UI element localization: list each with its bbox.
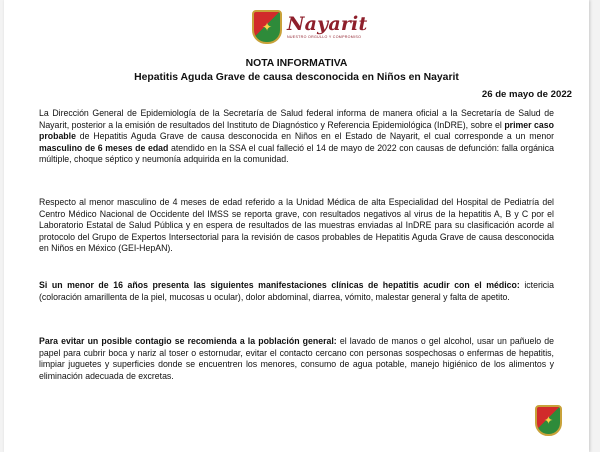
document-date: 26 de mayo de 2022 [481, 89, 572, 100]
p1-text-e: atendido en la SSA el cual falleció el 14 de mayo de 2022 con causas de defunción: falla orgánica múltiple, choque séptico y neumonía adquirida en la comunidad. [39, 142, 554, 165]
paragraph-second-case: Respecto al menor masculino de 4 meses de edad referido a la Unidad Médica de alta Especialidad del Hospital de Pediatría del Centro Médico Nacional de Occidente del IMSS se reporta grave, con resultados negativos al virus de la hepatitis A, B y C por el Laboratorio Estatal de Salud Pública y en espera de resultados de las muestras enviadas al InDRE para su clasificación acorde al protocolo del Grupo de Expertos Intersectorial para la revisión de casos probables de Hepatitis Aguda Grave de causa desconocida en Niños en México (GEI-HepAN). [39, 197, 554, 254]
p1-bold-probable: primer caso probable [39, 119, 554, 142]
header-logo [252, 10, 367, 44]
p4-text: el lavado de manos o gel alcohol, usar un pañuelo de papel para cubrir boca y nariz al toser o estornudar, evitar el contacto cercano con personas sospechosas o enfermas de hepatitis, limpiar juguetes y superficies donde se encuentren los menores, consumo de agua potable, manejo higiénico de los alimentos y eliminación adecuada de excretas. [39, 336, 555, 381]
shield-coat-of-arms-icon: ✦ [252, 10, 282, 44]
brand-name: Nayarit [287, 12, 368, 35]
paragraph-prevention [39, 336, 554, 382]
p4-bold: Para evitar un posible contagio se recomienda a la población general: [39, 336, 337, 346]
document-subtitle: Hepatitis Aguda Grave de causa desconocida en Niños en Nayarit [134, 72, 459, 83]
document-title: NOTA INFORMATIVA [245, 58, 348, 69]
p1-text-c: de Hepatitis Aguda Grave de causa desconocida en Niños en el Estado de Nayarit, el cual corresponde a un menor [75, 131, 554, 142]
document-page [4, 0, 589, 452]
brand [287, 12, 368, 40]
p3-text: ictericia (coloración amarillenta de la piel, mucosas u ocular), dolor abdominal, diarrea, vómito, malestar general y falta de apetito. [39, 280, 554, 302]
p1-bold-age: masculino de 6 meses de edad [39, 142, 169, 153]
brand-tagline: NUESTRO ORGULLO Y COMPROMISO [287, 34, 362, 39]
p3-bold: Si un menor de 16 años presenta las siguientes manifestaciones clínicas de hepatitis acudir con el médico: [39, 280, 520, 290]
paragraph-first-case [39, 108, 554, 166]
p1-text-a: La Dirección General de Epidemiología de la Secretaría de Salud federal informa de manera oficial a la Secretaría de Salud de Nayarit, posterior a la emisión de resultados del Instituto de Diagnóstico y Referencia Epidemiológica (InDRE), sobre el [39, 108, 554, 130]
paragraph-symptoms [39, 280, 554, 303]
footer-shield-icon: ✦ [535, 405, 562, 436]
